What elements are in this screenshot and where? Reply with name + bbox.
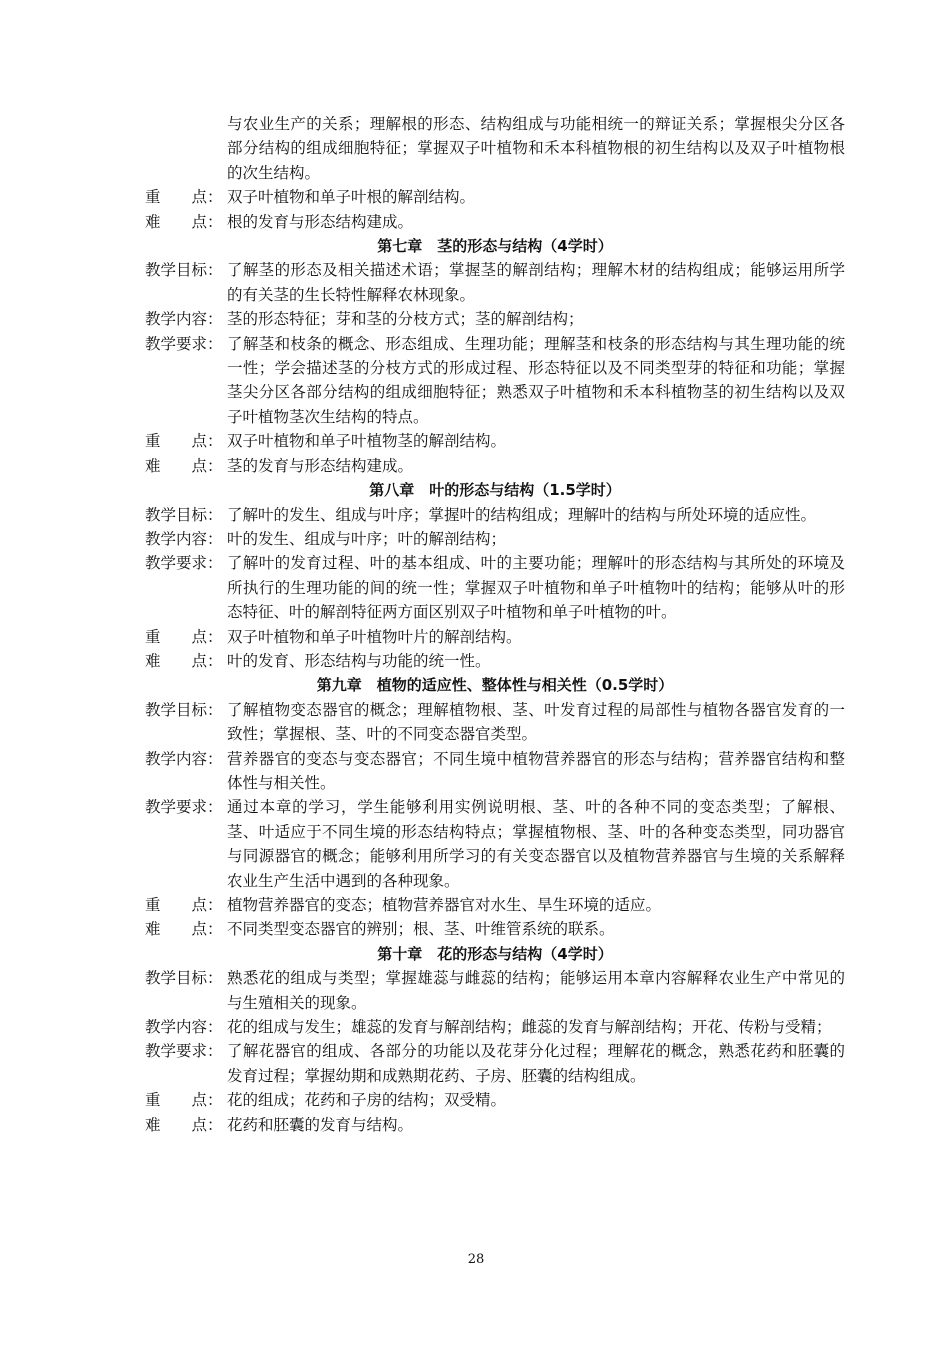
objective-row — [145, 966, 845, 1015]
row-text: 植物营养器官的变态；植物营养器官对水生、旱生环境的适应。 — [227, 896, 662, 914]
content-row — [145, 307, 845, 331]
key-point-row — [145, 1088, 845, 1112]
page-number: 28 — [467, 1252, 485, 1267]
objective-row — [145, 698, 845, 747]
chapter-heading: 第九章 植物的适应性、整体性与相关性（0.5学时） — [316, 676, 674, 695]
row-text: 熟悉花的组成与类型；掌握雄蕊与雌蕊的结构；能够运用本章内容解释农业生产中常见的与生殖相关的现象。 — [227, 969, 845, 1012]
requirement-row — [145, 551, 845, 624]
row-text: 通过本章的学习，学生能够利用实例说明根、茎、叶的各种不同的变态类型；了解根、茎、叶适应于不同生境的形态结构特点；掌握植物根、茎、叶的各种变态类型，同功器官与同源器官的概念；能够利用所学习的有关变态器官以及植物营养器官与生境的关系解释农业生产生活中遇到的各种现象。 — [227, 798, 845, 890]
row-label: 重 点： — [145, 188, 223, 207]
row-label: 教学要求： — [145, 1042, 223, 1061]
row-text: 叶的发育、形态结构与功能的统一性。 — [227, 651, 491, 670]
key-point-row — [145, 185, 845, 209]
row-label: 难 点： — [145, 1115, 223, 1134]
continuation-text: 与农业生产的关系；理解根的形态、结构组成与功能相统一的辩证关系；掌握根尖分区各部分结构的组成细胞特征；掌握双子叶植物和禾本科植物根的初生结构以及双子叶植物根的次生结构。 — [227, 115, 845, 182]
content-row — [145, 747, 845, 796]
row-text: 叶的发生、组成与叶序；叶的解剖结构； — [227, 529, 507, 548]
row-label: 重 点： — [145, 1091, 223, 1110]
key-point-row — [145, 893, 845, 917]
requirement-row — [145, 1039, 845, 1088]
row-text: 花的组成；花药和子房的结构；双受精。 — [227, 1091, 507, 1110]
row-label: 教学目标： — [145, 505, 223, 524]
key-point-row — [145, 625, 845, 649]
row-label: 重 点： — [145, 432, 223, 451]
objective-row — [145, 503, 845, 527]
row-label: 教学内容： — [145, 310, 223, 329]
row-label: 教学要求： — [145, 334, 223, 353]
row-label: 教学内容： — [145, 529, 223, 548]
row-label: 教学要求： — [145, 554, 223, 573]
row-text: 茎的形态特征；芽和茎的分枝方式；茎的解剖结构； — [227, 310, 584, 329]
row-label: 教学目标： — [145, 700, 223, 719]
row-text: 茎的发育与形态结构建成。 — [227, 456, 414, 475]
requirement-row — [145, 795, 845, 893]
row-label: 重 点： — [145, 896, 223, 914]
page-content — [145, 112, 845, 1137]
row-text: 双子叶植物和单子叶植物茎的解剖结构。 — [227, 432, 507, 451]
chapter-heading: 第七章 茎的形态与结构（4学时） — [377, 237, 613, 256]
row-text: 了解茎和枝条的概念、形态组成、生理功能；理解茎和枝条的形态结构与其生理功能的统一性；学会描述茎的分枝方式的形成过程、形态特征以及不同类型芽的特征和功能；掌握茎尖分区各部分结构的组成细胞特征；熟悉双子叶植物和禾本科植物茎的初生结构以及双子叶植物茎次生结构的特点。 — [227, 334, 845, 426]
row-text: 花药和胚囊的发育与结构。 — [227, 1115, 414, 1134]
difficulty-row — [145, 454, 845, 478]
row-label: 教学目标： — [145, 261, 223, 280]
difficulty-row — [145, 210, 845, 234]
row-text: 根的发育与形态结构建成。 — [227, 212, 414, 231]
row-text: 营养器官的变态与变态器官；不同生境中植物营养器官的形态与结构；营养器官结构和整体性与相关性。 — [227, 749, 845, 792]
row-label: 教学目标： — [145, 969, 223, 988]
difficulty-row — [145, 649, 845, 673]
row-text: 双子叶植物和单子叶植物叶片的解剖结构。 — [227, 627, 522, 646]
row-label: 难 点： — [145, 212, 223, 231]
content-row — [145, 527, 845, 551]
row-label: 难 点： — [145, 456, 223, 475]
row-label: 重 点： — [145, 627, 223, 646]
row-label: 教学内容： — [145, 1018, 223, 1037]
difficulty-row — [145, 917, 845, 941]
row-label: 难 点： — [145, 920, 223, 939]
row-label: 教学内容： — [145, 749, 223, 768]
row-text: 了解叶的发育过程、叶的基本组成、叶的主要功能；理解叶的形态结构与其所处的环境及所执行的生理功能的间的统一性；掌握双子叶植物和单子叶植物叶的结构；能够从叶的形态特征、叶的解剖特征两方面区别双子叶植物和单子叶植物的叶。 — [227, 554, 845, 622]
key-point-row — [145, 429, 845, 453]
row-text: 了解花器官的组成、各部分的功能以及花芽分化过程；理解花的概念，熟悉花药和胚囊的发育过程；掌握幼期和成熟期花药、子房、胚囊的结构组成。 — [227, 1042, 845, 1085]
row-label: 难 点： — [145, 651, 223, 670]
row-text: 双子叶植物和单子叶根的解剖结构。 — [227, 188, 476, 207]
chapter-heading: 第十章 花的形态与结构（4学时） — [377, 944, 613, 963]
row-text: 花的组成与发生；雄蕊的发育与解剖结构；雌蕊的发育与解剖结构；开花、传粉与受精； — [227, 1018, 832, 1037]
row-label: 教学要求： — [145, 798, 223, 817]
difficulty-row — [145, 1113, 845, 1137]
row-text: 了解叶的发生、组成与叶序；掌握叶的结构组成；理解叶的结构与所处环境的适应性。 — [227, 505, 817, 524]
row-text: 不同类型变态器官的辨别；根、茎、叶维管系统的联系。 — [227, 920, 615, 939]
requirement-row — [145, 332, 845, 430]
chapter-heading: 第八章 叶的形态与结构（1.5学时） — [369, 481, 621, 500]
objective-row — [145, 258, 845, 307]
row-text: 了解植物变态器官的概念；理解植物根、茎、叶发育过程的局部性与植物各器官发育的一致性；掌握根、茎、叶的不同变态器官类型。 — [227, 700, 845, 744]
row-text: 了解茎的形态及相关描述术语；掌握茎的解剖结构；理解木材的结构组成；能够运用所学的有关茎的生长特性解释农林现象。 — [227, 261, 845, 304]
content-row — [145, 1015, 845, 1039]
